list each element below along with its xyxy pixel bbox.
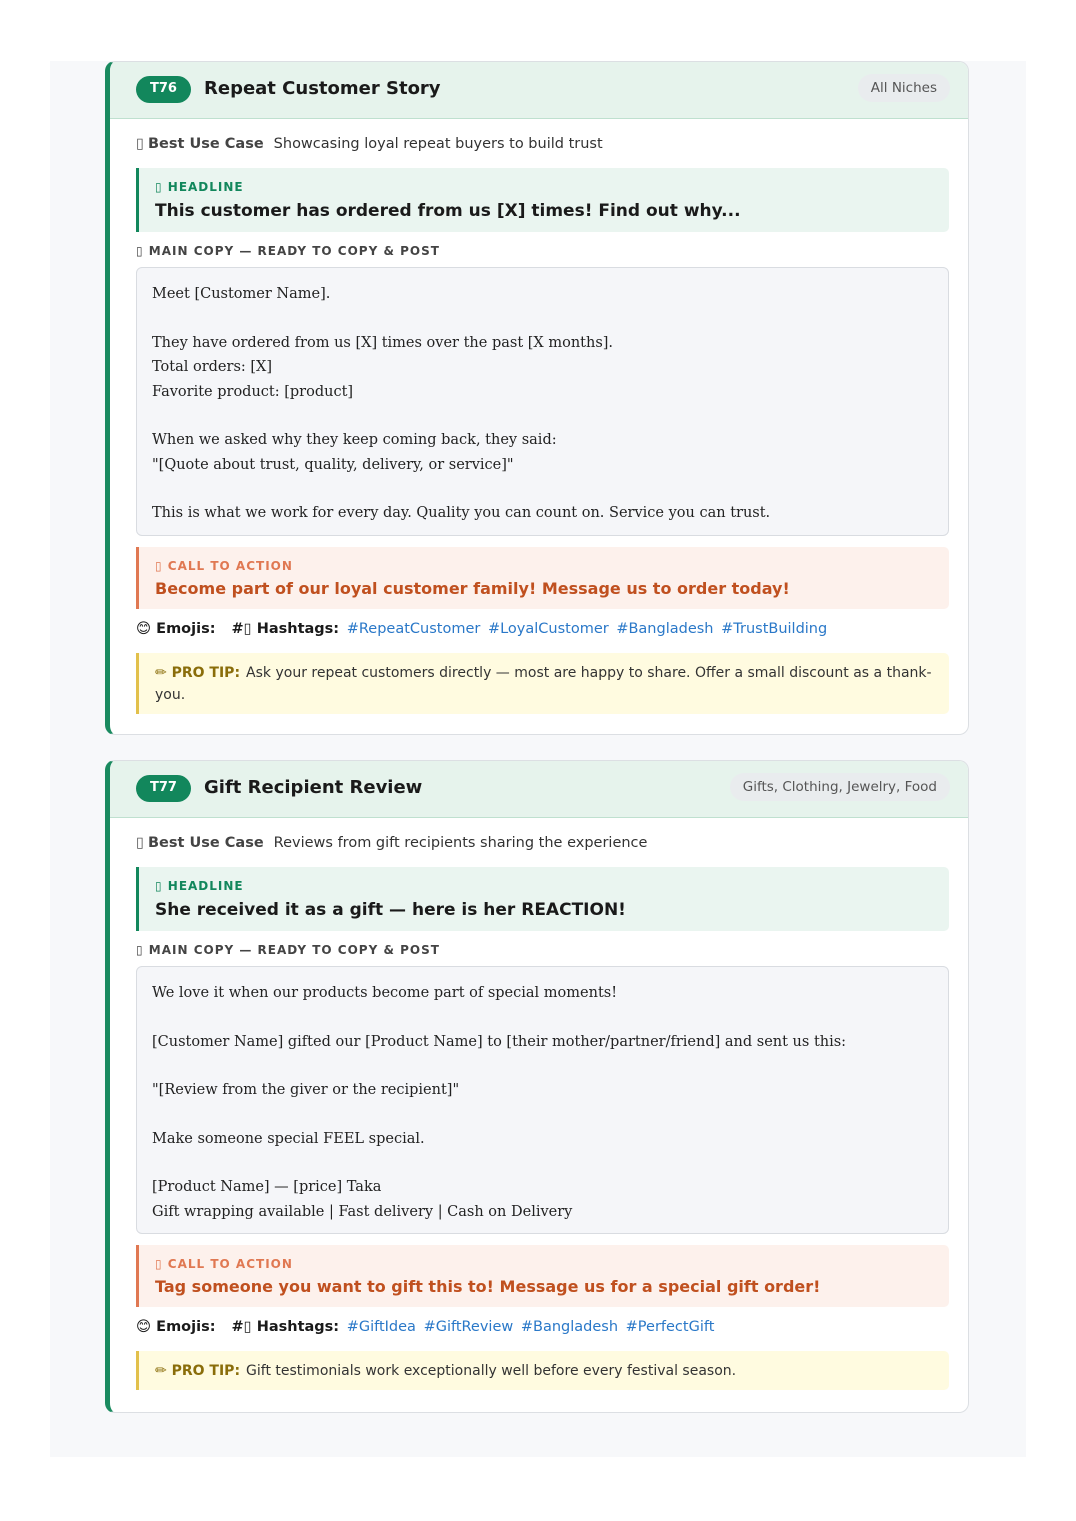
pro-tip-label: ✏ PRO TIP: [155,664,241,681]
pro-tip [136,1351,949,1390]
template-card [105,760,969,1413]
pro-tip-label: ✏ PRO TIP: [155,1363,241,1379]
copy-blank [152,1103,933,1127]
card-title: Repeat Customer Story [204,78,441,99]
copy-line: Gift wrapping available | Fast delivery | Cash on Delivery [152,1203,573,1220]
copy-line: Total orders: [X] [152,359,273,375]
copy-line: [Product Name] — [price] Taka [152,1179,382,1195]
cta-block [136,1245,949,1307]
copy-line: This is what we work for every day. Quality you can count on. Service you can trust. [152,505,771,521]
copy-blank [152,1151,933,1175]
cta-text[interactable]: Tag someone you want to gift this to! Message us for a special gift order! [155,1277,821,1296]
use-case-label: Best Use Case [147,136,264,152]
hashtag[interactable]: #TrustBuilding [721,620,828,637]
emojis-label: 😊 Emojis: [136,620,216,637]
template-id-badge: T76 [136,76,191,103]
copy-line: We love it when our products become part of special moments! [152,985,618,1001]
hashtag[interactable]: #GiftReview [423,1319,514,1335]
headline-label: ▯ HEADLINE [155,180,244,194]
use-case-label: Best Use Case [147,835,264,851]
hashtags-label: #▯ Hashtags: [231,620,340,637]
copy-blank [152,477,933,501]
hashtag[interactable]: #RepeatCustomer [346,620,481,637]
headline-text[interactable]: She received it as a gift — here is her REACTION! [155,900,626,920]
main-copy-label: ▯ MAIN COPY — READY TO COPY & POST [136,244,440,258]
card-header [110,62,968,119]
headline-block [136,168,949,232]
copy-line: "[Quote about trust, quality, delivery, or service]" [152,456,514,473]
use-case-row [136,136,949,156]
cta-text[interactable]: Become part of our loyal customer family! Message us to order today! [155,578,790,598]
hashtags-label: #▯ Hashtags: [231,1319,340,1335]
cta-label: ▯ CALL TO ACTION [155,558,293,573]
card-header [110,761,968,818]
hashtag[interactable]: #LoyalCustomer [487,620,609,637]
hashtag[interactable]: #PerfectGift [625,1319,715,1335]
copy-line: Make someone special FEEL special. [152,1130,425,1147]
meta-row [136,1319,949,1339]
cta-block [136,547,949,609]
cta-label: ▯ CALL TO ACTION [155,1257,293,1271]
copy-line: Favorite product: [product] [152,383,354,400]
card-title: Gift Recipient Review [204,777,423,798]
template-id-badge: T77 [136,775,191,802]
main-copy-box[interactable] [136,267,949,536]
use-case-text: Reviews from gift recipients sharing the experience [273,835,648,851]
main-copy-label: ▯ MAIN COPY — READY TO COPY & POST [136,943,440,957]
copy-line: Meet [Customer Name]. [152,286,331,302]
pro-tip-text: Gift testimonials work exceptionally well before every festival season. [246,1363,737,1379]
hashtag[interactable]: #Bangladesh [616,620,714,637]
use-case-row [136,835,949,855]
headline-block [136,867,949,931]
copy-blank [152,1054,933,1078]
headline-text[interactable]: This customer has ordered from us [X] times! Find out why... [155,201,741,221]
hashtag[interactable]: #Bangladesh [520,1319,619,1335]
main-copy-box[interactable] [136,966,949,1234]
meta-row [136,621,949,641]
copy-blank [152,1006,933,1030]
template-card [105,61,969,735]
pro-tip-text: Ask your repeat customers directly — most are happy to share. Offer a small discount as a thank-you. [155,664,932,703]
headline-label: ▯ HEADLINE [155,879,244,893]
pro-tip [136,653,949,714]
emojis-label: 😊 Emojis: [136,1319,216,1335]
hashtag[interactable]: #GiftIdea [346,1319,416,1335]
copy-line: When we asked why they keep coming back, they said: [152,432,557,448]
use-case-icon: ▯ [136,136,144,152]
copy-line: They have ordered from us [X] times over the past [X months]. [152,334,614,351]
copy-line: [Customer Name] gifted our [Product Name] to [their mother/partner/friend] and sent us this: [152,1033,847,1050]
copy-blank [152,404,933,428]
niche-badge: All Niches [858,74,950,102]
copy-line: "[Review from the giver or the recipient]" [152,1082,460,1098]
copy-blank [152,307,933,331]
use-case-text: Showcasing loyal repeat buyers to build trust [273,136,603,152]
niche-badge: Gifts, Clothing, Jewelry, Food [730,773,950,801]
use-case-icon: ▯ [136,835,144,851]
